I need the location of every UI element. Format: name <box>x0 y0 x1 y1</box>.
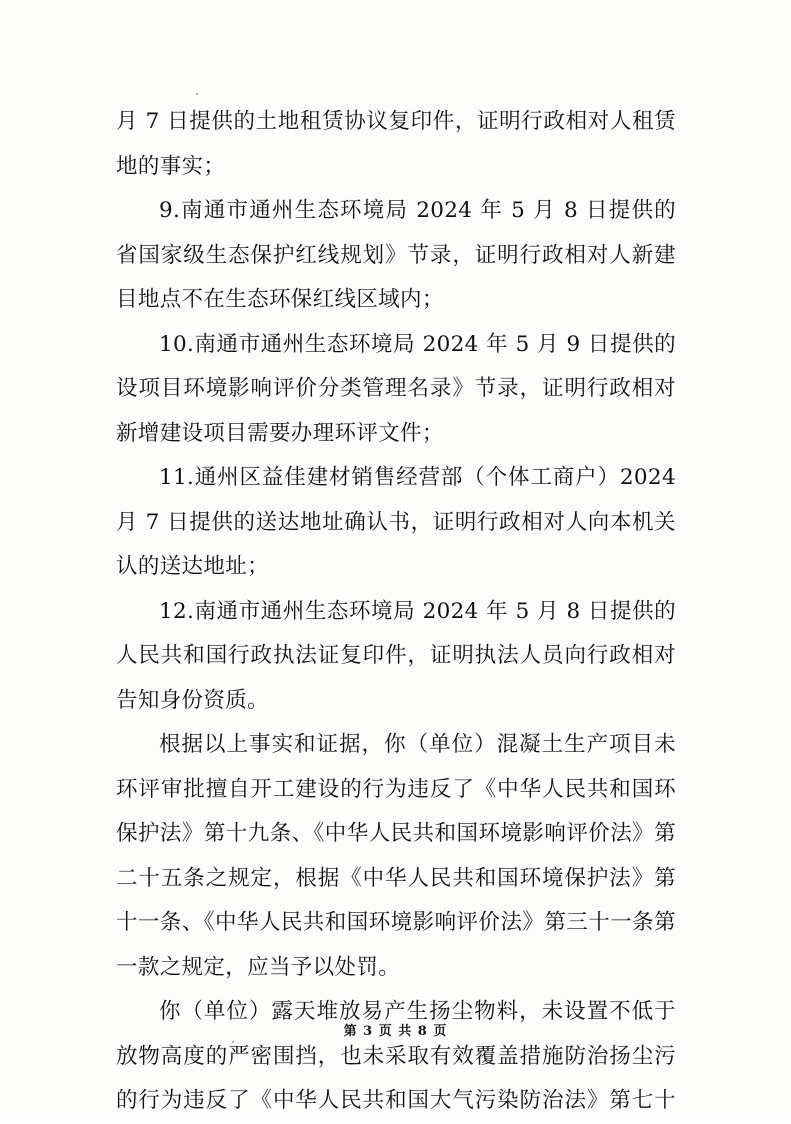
text-line: 9.南通市通州生态环境局 2024 年 5 月 8 日提供的 <box>159 198 676 223</box>
text-line: 根据以上事实和证据，你（单位）混凝土生产项目未 <box>159 732 676 757</box>
text-line: 新增建设项目需要办理环评文件； <box>116 420 444 446</box>
text-line: 设项目环境影响评价分类管理名录》节录，证明行政相对 <box>116 376 676 401</box>
text-line: 地的事实； <box>116 153 226 179</box>
text-line: 十一条、《中华人民共和国环境影响评价法》第三十一条第 <box>116 910 676 935</box>
document-body <box>116 100 676 1124</box>
text-line: 一款之规定，应当予以处罚。 <box>116 954 401 980</box>
text-line: 12.南通市通州生态环境局 2024 年 5 月 8 日提供的 <box>159 598 676 624</box>
text-line: 月 7 日提供的送达地址确认书，证明行政相对人向本机关 <box>116 509 676 535</box>
text-line: 10.南通市通州生态环境局 2024 年 5 月 9 日提供的 <box>159 331 676 357</box>
text-line: 告知身份资质。 <box>116 687 269 713</box>
text-line: 环评审批擅自开工建设的行为违反了《中华人民共和国环 <box>116 776 676 802</box>
text-line: 保护法》第十九条、《中华人民共和国环境影响评价法》第 <box>116 821 676 846</box>
text-line: 二十五条之规定，根据《中华人民共和国环境保护法》第 <box>116 865 676 891</box>
text-line: 认的送达地址； <box>116 554 269 579</box>
page-number-footer: 第 3 页 共 8 页 <box>343 1024 448 1039</box>
text-line: 人民共和国行政执法证复印件，证明执法人员向行政相对 <box>116 643 676 668</box>
text-line: 11.通州区益佳建材销售经营部（个体工商户）2024 <box>159 465 676 490</box>
text-line: 目地点不在生态环保红线区域内； <box>116 287 444 312</box>
text-line: 省国家级生态保护红线规划》节录，证明行政相对人新建 <box>116 242 676 268</box>
text-line: 你（单位）露天堆放易产生扬尘物料，未设置不低于 <box>159 999 676 1024</box>
text-line: 月 7 日提供的土地租赁协议复印件，证明行政相对人租赁 <box>116 109 676 134</box>
text-line: 放物高度的严密围挡，也未采取有效覆盖措施防治扬尘污 <box>116 1043 676 1069</box>
text-line: 的行为违反了《中华人民共和国大气污染防治法》第七十 <box>116 1088 676 1113</box>
scan-speck <box>196 93 198 95</box>
